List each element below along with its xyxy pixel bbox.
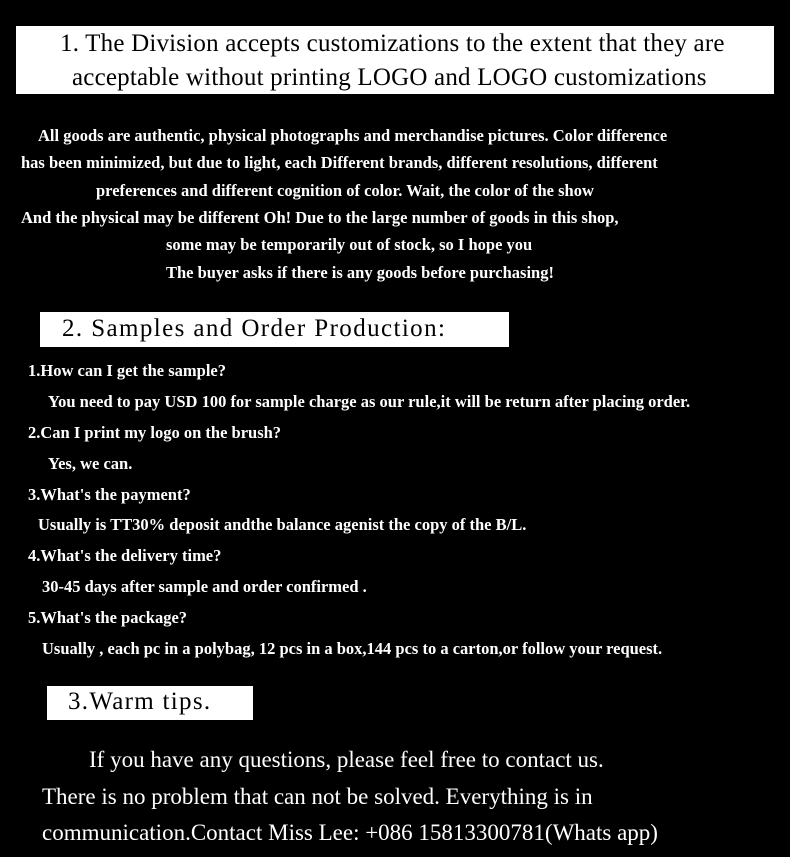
notice-line-5: some may be temporarily out of stock, so I hope you (166, 235, 533, 254)
notice-line-1: All goods are authentic, physical photographs and merchandise pictures. Color difference (38, 126, 668, 145)
section-1-heading-box (16, 26, 774, 94)
notice-line-4: And the physical may be different Oh! Due to the large number of goods in this shop, (21, 208, 619, 227)
section-3-heading-box (47, 686, 253, 720)
notice-line-6: The buyer asks if there is any goods before purchasing! (166, 263, 554, 282)
section-3-heading: 3.Warm tips. (68, 688, 212, 715)
faq-answer-3: Usually is TT30% deposit andthe balance agenist the copy of the B/L. (38, 515, 527, 534)
section-2-heading: 2. Samples and Order Production: (62, 315, 447, 342)
faq-question-2: 2.Can I print my logo on the brush? (28, 423, 282, 442)
faq-question-4: 4.What's the delivery time? (28, 546, 222, 565)
faq-answer-4: 30-45 days after sample and order confirmed . (42, 577, 367, 596)
section-1-heading-line-2: acceptable without printing LOGO and LOGO customizations (72, 64, 707, 91)
notice-line-3: preferences and different cognition of color. Wait, the color of the show (96, 181, 594, 200)
faq-question-1: 1.How can I get the sample? (28, 361, 226, 380)
faq-answer-2: Yes, we can. (48, 454, 133, 473)
tip-line-3-contact: communication.Contact Miss Lee: +086 15813300781(Whats app) (42, 820, 658, 845)
tip-line-2: There is no problem that can not be solved. Everything is in (42, 784, 593, 809)
faq-question-3: 3.What's the payment? (28, 485, 191, 504)
faq-answer-1: You need to pay USD 100 for sample charge as our rule,it will be return after placing order. (48, 392, 691, 411)
section-2-heading-box (40, 312, 509, 347)
faq-question-5: 5.What's the package? (28, 608, 188, 627)
faq-answer-5: Usually , each pc in a polybag, 12 pcs in a box,144 pcs to a carton,or follow your request. (42, 639, 663, 658)
section-1-heading-line-1: 1. The Division accepts customizations to the extent that they are (60, 30, 725, 57)
notice-line-2: has been minimized, but due to light, each Different brands, different resolutions, different (21, 153, 658, 172)
tip-line-1: If you have any questions, please feel free to contact us. (89, 747, 604, 772)
